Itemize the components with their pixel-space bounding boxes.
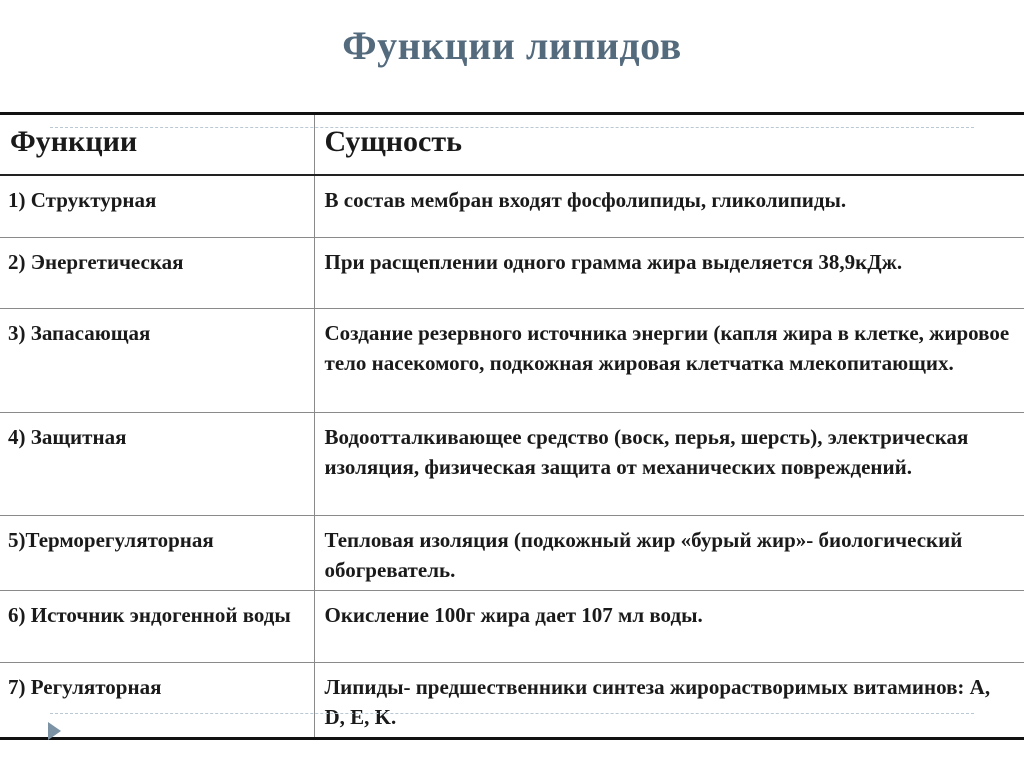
table-row bbox=[0, 309, 1024, 413]
essence-cell: Водоотталкивающее средство (воск, перья, шерсть), электрическая изоляция, физическая защита от механических повреждений. bbox=[314, 413, 1024, 516]
essence-cell: Создание резервного источника энергии (капля жира в клетке, жировое тело насекомого, подкожная жировая клетчатка млекопитающих. bbox=[314, 309, 1024, 413]
column-header-essence: Сущность bbox=[314, 114, 1024, 175]
essence-cell: В состав мембран входят фосфолипиды, гликолипиды. bbox=[314, 175, 1024, 238]
function-cell: 5)Терморегуляторная bbox=[0, 516, 314, 591]
table-header-row bbox=[0, 114, 1024, 175]
function-cell: 7) Регуляторная bbox=[0, 663, 314, 739]
essence-cell: Окисление 100г жира дает 107 мл воды. bbox=[314, 591, 1024, 663]
function-cell: 1) Структурная bbox=[0, 175, 314, 238]
table-row bbox=[0, 238, 1024, 309]
page-title: Функции липидов bbox=[342, 23, 682, 68]
essence-cell: Липиды- предшественники синтеза жирорастворимых витаминов: A, D, E, K. bbox=[314, 663, 1024, 739]
table-row bbox=[0, 591, 1024, 663]
play-triangle-icon[interactable] bbox=[48, 722, 61, 740]
function-cell: 2) Энергетическая bbox=[0, 238, 314, 309]
table-row bbox=[0, 663, 1024, 739]
essence-cell: Тепловая изоляция (подкожный жир «бурый жир»- биологический обогреватель. bbox=[314, 516, 1024, 591]
essence-cell: При расщеплении одного грамма жира выделяется 38,9кДж. bbox=[314, 238, 1024, 309]
table-row bbox=[0, 413, 1024, 516]
decorative-divider-bottom bbox=[50, 713, 974, 714]
function-cell: 4) Защитная bbox=[0, 413, 314, 516]
table-row bbox=[0, 175, 1024, 238]
function-cell: 6) Источник эндогенной воды bbox=[0, 591, 314, 663]
column-header-functions: Функции bbox=[0, 114, 314, 175]
lipid-functions-table bbox=[0, 112, 1024, 740]
function-cell: 3) Запасающая bbox=[0, 309, 314, 413]
table-row bbox=[0, 516, 1024, 591]
